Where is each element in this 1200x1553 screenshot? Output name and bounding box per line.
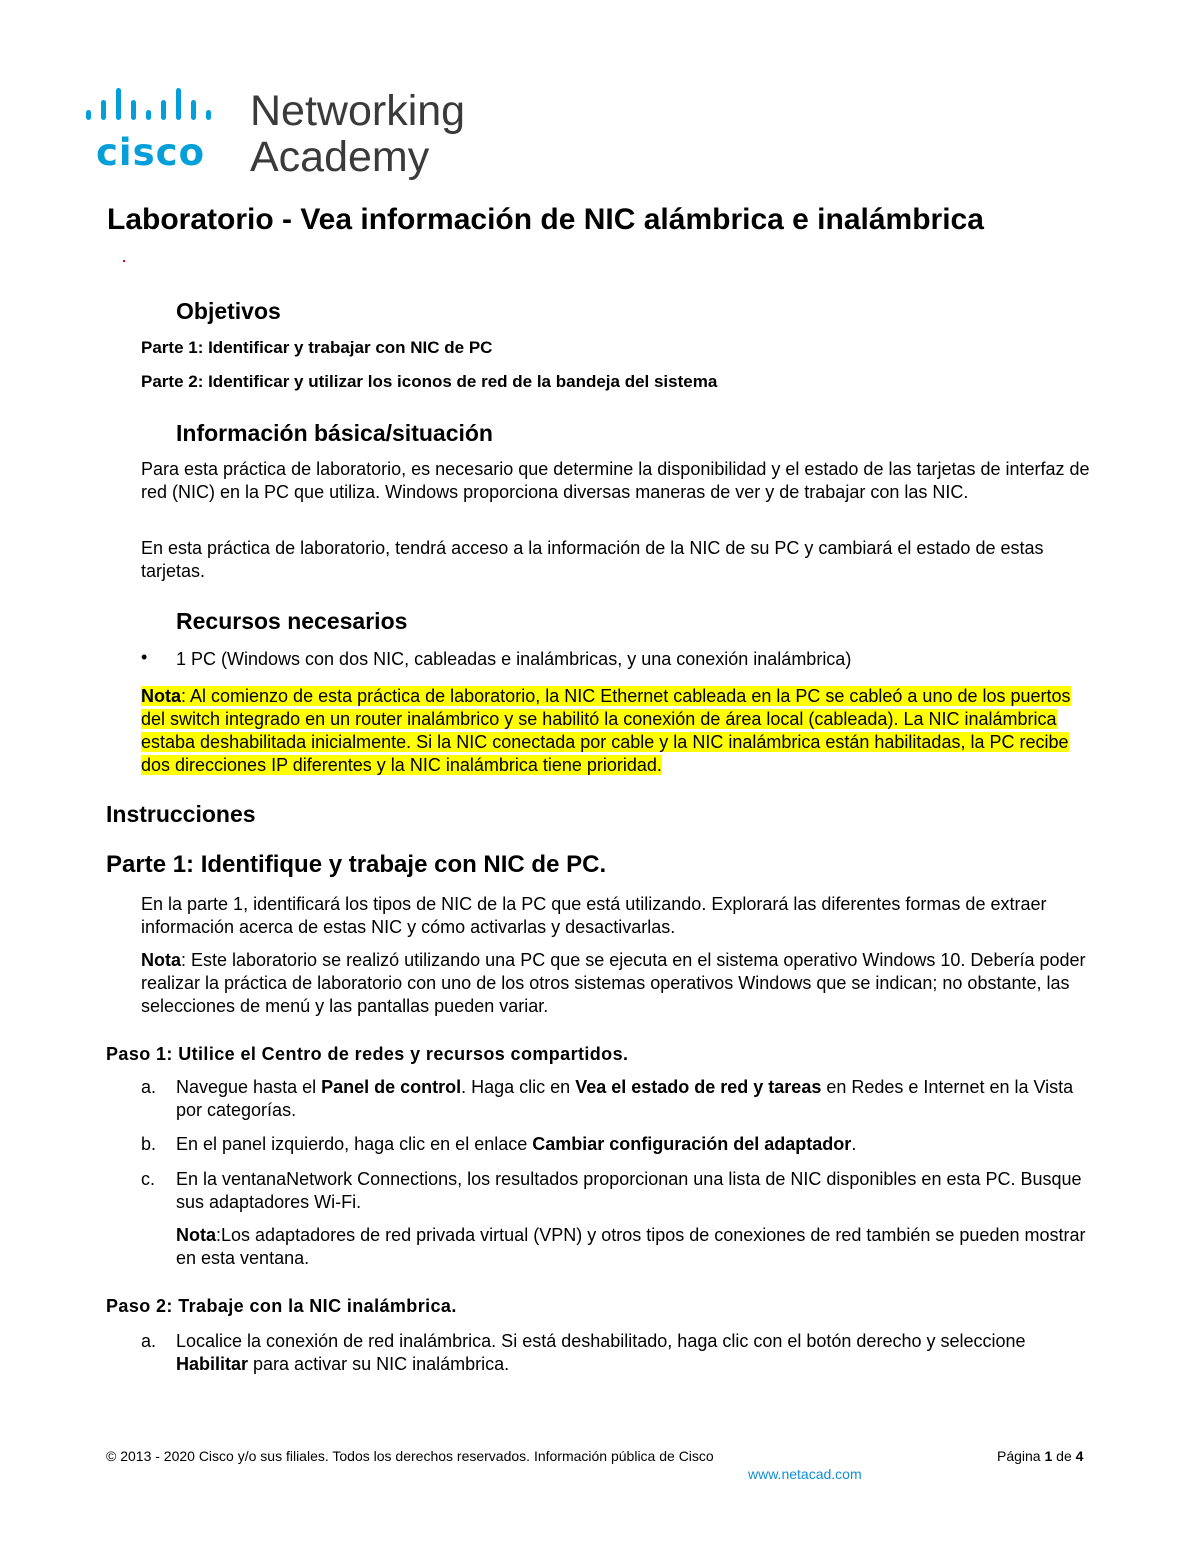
paso1-a-bold2: Vea el estado de red y tareas	[575, 1077, 822, 1097]
list-marker-a: a.	[141, 1077, 157, 1097]
resource-item-1: 1 PC (Windows con dos NIC, cableadas e inalámbricas, y una conexión inalámbrica)	[176, 649, 852, 669]
heading-informacion: Información básica/situación	[176, 420, 493, 446]
logo-line-networking: Networking	[250, 87, 466, 135]
footer-page-label: Página	[997, 1448, 1045, 1464]
part1-note-label: Nota	[141, 950, 181, 970]
logo-line-academy: Academy	[250, 133, 430, 181]
objective-part2: Parte 2: Identificar y utilizar los iconos de red de la bandeja del sistema	[141, 372, 718, 391]
paso2-a-text2: para activar su NIC inalámbrica.	[248, 1354, 510, 1374]
note-highlighted	[141, 685, 1091, 777]
info-paragraph-2: En esta práctica de laboratorio, tendrá acceso a la información de la NIC de su PC y cambiará el estado de estas tarjetas.	[141, 538, 1044, 581]
paso1-item-a	[176, 1076, 1091, 1122]
red-marker-dot	[123, 260, 125, 262]
paso1-a-text3: en Redes e Internet en la Vista por categorías.	[176, 1077, 1074, 1120]
note-text: : Al comienzo de esta práctica de laboratorio, la NIC Ethernet cableada en la PC se cableó a uno de los puertos del switch integrado en un router inalámbrico y se habilitó la conexión de área local (cableada). La NIC inalámbrica estaba deshabilitada inicialmente. Si la NIC conectada por cable y la NIC inalámbrica están habilitadas, la PC recibe dos direcciones IP diferentes y la NIC inalámbrica tiene prioridad.	[141, 686, 1071, 775]
paso1-c-note	[176, 1224, 1091, 1270]
footer-netacad-link[interactable]: www.netacad.com	[748, 1466, 862, 1482]
paso1-a-text1: Navegue hasta el	[176, 1077, 322, 1097]
paso2-item-a	[176, 1330, 1056, 1376]
footer-page-number	[997, 1447, 1083, 1465]
cisco-networking-academy-logo	[84, 86, 484, 186]
heading-paso2: Paso 2: Trabaje con la NIC inalámbrica.	[106, 1296, 457, 1316]
bullet-icon: •	[141, 647, 148, 667]
list-marker-c: c.	[141, 1169, 156, 1189]
heading-paso1: Paso 1: Utilice el Centro de redes y recursos compartidos.	[106, 1044, 629, 1064]
paso1-item-c: En la ventanaNetwork Connections, los resultados proporcionan una lista de NIC disponibles en esta PC. Busque sus adaptadores Wi-Fi.	[176, 1169, 1082, 1212]
footer-page-total: 4	[1075, 1448, 1084, 1464]
paso1-b-text1: En el panel izquierdo, haga clic en el enlace	[176, 1134, 533, 1154]
paso2-a-text1: Localice la conexión de red inalámbrica. Si está deshabilitado, haga clic con el botón derecho y seleccione	[176, 1331, 1026, 1351]
paso1-a-bold1: Panel de control	[321, 1077, 462, 1097]
part1-note-text: : Este laboratorio se realizó utilizando una PC que se ejecuta en el sistema operativo Windows 10. Debería poder realizar la práctica de laboratorio con uno de los otros sistemas operativos Windows que se indican; no obstante, las selecciones de menú y las pantallas pueden variar.	[141, 950, 1086, 1016]
footer-copyright: © 2013 - 2020 Cisco y/o sus filiales. Todos los derechos reservados. Información pública de Cisco	[106, 1448, 714, 1464]
info-paragraph-1: Para esta práctica de laboratorio, es necesario que determine la disponibilidad y el estado de las tarjetas de interfaz de red (NIC) en la PC que utiliza. Windows proporciona diversas maneras de ver y de trabajar con las NIC.	[141, 459, 1090, 502]
heading-recursos: Recursos necesarios	[176, 608, 408, 634]
paso1-c-note-label: Nota	[176, 1225, 216, 1245]
part1-note	[141, 949, 1091, 1018]
footer-page-of: de	[1052, 1448, 1076, 1464]
paso1-a-text2: . Haga clic en	[461, 1077, 576, 1097]
paso1-b-bold1: Cambiar configuración del adaptador	[532, 1134, 852, 1154]
footer-page-current: 1	[1044, 1448, 1053, 1464]
list-marker-a2: a.	[141, 1331, 157, 1351]
paso1-b-text2: .	[851, 1134, 857, 1154]
cisco-wordmark: cisco	[96, 131, 205, 174]
heading-objetivos: Objetivos	[176, 298, 281, 324]
part1-paragraph: En la parte 1, identificará los tipos de NIC de la PC que está utilizando. Explorará las diferentes formas de extraer información acerca de estas NIC y cómo activarlas y desactivarlas.	[141, 894, 1047, 937]
heading-parte1: Parte 1: Identifique y trabaje con NIC de PC.	[106, 851, 607, 878]
list-marker-b: b.	[141, 1134, 157, 1154]
document-title: Laboratorio - Vea información de NIC alámbrica e inalámbrica	[107, 203, 984, 236]
paso1-c-note-text: :Los adaptadores de red privada virtual (VPN) y otros tipos de conexiones de red también se pueden mostrar en esta ventana.	[176, 1225, 1086, 1268]
cisco-bars-icon	[84, 86, 234, 130]
paso2-a-bold1: Habilitar	[176, 1354, 249, 1374]
objective-part1: Parte 1: Identificar y trabajar con NIC de PC	[141, 338, 493, 357]
paso1-item-b	[176, 1133, 1091, 1156]
note-label: Nota	[141, 686, 181, 706]
heading-instrucciones: Instrucciones	[106, 801, 256, 827]
